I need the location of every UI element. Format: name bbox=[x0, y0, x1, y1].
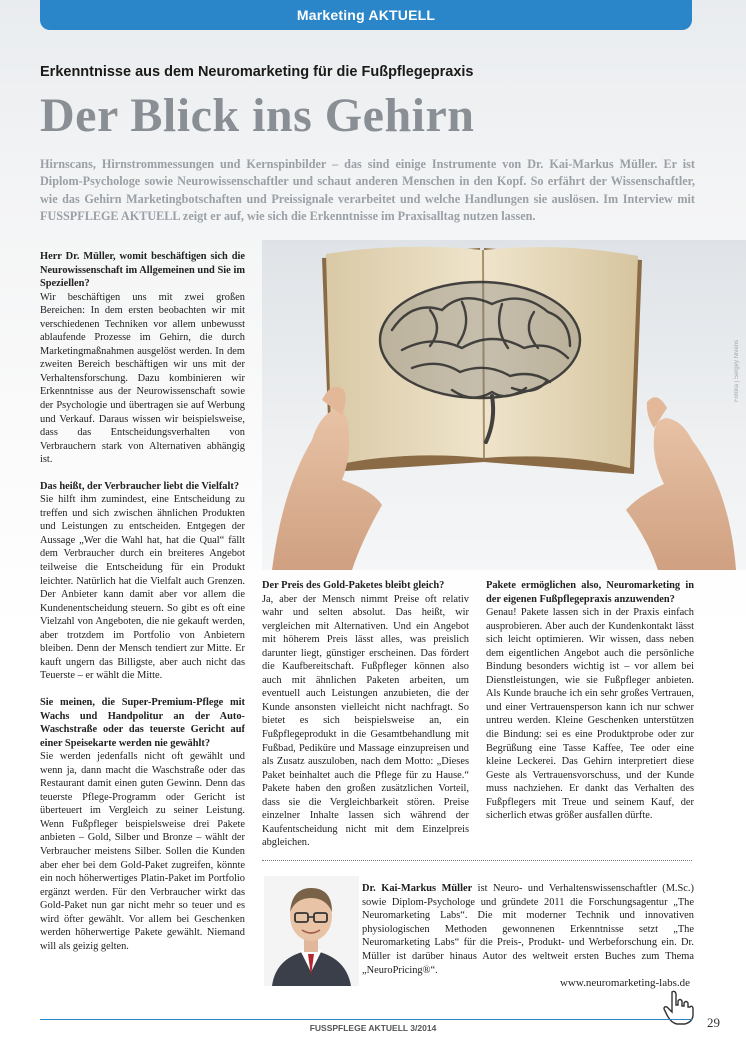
question-4: Der Preis des Gold-Paketes bleibt gleich? bbox=[262, 580, 445, 591]
answer-4: Ja, aber der Mensch nimmt Preise oft relativ wahr und selten absolut. Das heißt, wir vergleichen mit Alternativen. Und ein Angebot mit höherem Preis lässt alles, was preislich darunter liegt, günstiger erscheinen. Das fördert die Kaufbereitschaft. Fußpfleger können also auch mit ähnlichen Paketen arbeiten, um eventuell auch Leistungen anzubieten, die der Kunde ansonsten vielleicht nicht nachfragt. So bietet es sich beispielsweise an, ein Fußpflegeprodukt in die Gesamtbehandlung mit Fußbad, Pediküre und Massage einzupreisen und als Zusatz auszuloben, nach dem Motto: „Dieses Paket beinhaltet auch die Pflege für zu Hause.“ Pakete haben den großen zusätzlichen Vorteil, dass sie die Vergleichbarkeit stören. Preise einzelner Inhalte lassen sich während der Kaufentscheidung nicht mit dem Einzelpreis abgleichen. bbox=[262, 593, 469, 849]
page-number: 29 bbox=[707, 1015, 720, 1030]
question-2: Das heißt, der Verbraucher liebt die Vielfalt? bbox=[40, 480, 240, 492]
author-portrait bbox=[264, 876, 359, 986]
column-right bbox=[486, 579, 694, 836]
portrait-illustration bbox=[264, 876, 359, 986]
question-3: Sie meinen, die Super-Premium-Pflege mit Wachs und Handpolitur an der Auto-Waschstraße oder das teuerste Gericht auf einer Speisekarte werden nie gewählt? bbox=[40, 696, 245, 749]
column-middle bbox=[262, 579, 469, 863]
answer-2: Sie hilft ihm zumindest, eine Entscheidung zu treffen und sich zwischen ähnlichen Produkten und Leistungen zu entscheiden. Entgegen der Aussage „Wer die Wahl hat, hat die Qual“ fällt dem Verbraucher durch ein breiteres Angebot teilweise die Entscheidung für ein Produkt leichter. Natürlich hat die Vielfalt auch Grenzen. Der Anbieter kann damit aber vor allem die Kundenentscheidung steuern. So gibt es oft eine Vielzahl von Angeboten, die nie gekauft werden, aber trotzdem im Portfolio von Anbietern bleiben. Denn der Mensch tendiert zur Mitte. Er kauft ungern das Billigste, aber auch nicht das Teuerste – er wählt die Mitte. bbox=[40, 494, 245, 682]
question-1: Herr Dr. Müller, womit beschäftigen sich die Neurowissenschaft im Allgemeinen und Sie im Speziellen? bbox=[40, 251, 245, 290]
article-lead: Hirnscans, Hirnstrommessungen und Kernspinbilder – das sind einige Instrumente von Dr. Kai-Markus Müller. Er ist Diplom-Psychologe sowie Neurowissenschaftler und schaut anderen Menschen in den Kopf. So erfährt der Wissenschaftler, wie das Gehirn Marketingbotschaften und Preissignale verarbeitet und welche Handlungen sie auslösen. Im Interview mit FUSSPFLEGE AKTUELL zeigt er auf, wie sich die Erkenntnisse im Praxisalltag nutzen lassen. bbox=[40, 157, 695, 224]
answer-1: Wir beschäftigen uns mit zwei großen Bereichen: In dem ersten beobachten wir mit verschiedenen Techniken vor allem unbewusst ablaufende Prozesse im Gehirn, die durch Marketingmaßnahmen ausgelöst werden. In dem zweiten Bereich beschäftigen wir uns mit der Verhaltensforschung. Dazu kombinieren wir Erkenntnisse aus der Neurowissenschaft sowie der Psychologie und übertragen sie auf Werbung und Verkauf. Daraus wissen wir beispielsweise, dass das Entscheidungsverhalten von Verbrauchern stark von Alternativen abhängig ist. bbox=[40, 291, 245, 466]
question-5: Pakete ermöglichen also, Neuromarketing in der eigenen Fußpflegepraxis anzuwenden? bbox=[486, 580, 694, 605]
author-bio-text: ist Neuro- und Verhaltenswissenschaftler (M.Sc.) sowie Diplom-Psychologe und gründete 2011 die Forschungsagentur „The Neuromarketing Labs“. Die mit moderner Technik und innovativen physiologischen Methoden gewonnenen Erkenntnisse setzt „The Neuromarketing Labs“ für die Preis-, Produkt- und Werbeforschung ein. Dr. Müller ist darüber hinaus Autor des weltweit ersten Buches zum Thema „NeuroPricing®“. bbox=[362, 883, 694, 976]
hero-image-book-brain bbox=[262, 240, 746, 570]
footer-magazine: FUSSPFLEGE AKTUELL 3/2014 bbox=[309, 1023, 437, 1033]
bio-divider bbox=[262, 860, 692, 861]
answer-5: Genau! Pakete lassen sich in der Praxis einfach ausprobieren. Aber auch der Kundenkontakt lässt sich leicht optimieren. Wir wissen, dass neben dem eigentlichen Angebot auch die persönliche Bindung besonders wichtig ist – vor allem bei Dienstleistungen, wie sie Fußpfleger anbieten. Als Kunde brauche ich ein sehr großes Vertrauen, und einer Vertrauensperson kann ich nur schwer untreu werden. Kleine Geschenken unterstützen die Bindung: sei es eine Produktprobe oder zur Begrüßung eine Tasse Kaffee, Tee oder eine kleine Leckerei. Das Gehirn interpretiert diese Geste als Vertrauensvorschuss, und der Kunde muss nachziehen. Er dankt das Verhalten des Fußpflegers mit Treue und seinem Kauf, der sicherlich etwas größer ausfallen dürfte. bbox=[486, 607, 694, 822]
author-bio bbox=[362, 882, 694, 977]
website-link[interactable]: www.neuromarketing-labs.de bbox=[559, 977, 690, 989]
image-credit: Fotolia | Sergey Nivens bbox=[734, 340, 740, 402]
pointer-hand-icon bbox=[660, 988, 698, 1026]
footer-rule bbox=[40, 1019, 692, 1020]
book-brain-illustration bbox=[262, 240, 746, 570]
section-header: Marketing AKTUELL bbox=[40, 0, 692, 30]
answer-3: Sie werden jedenfalls nicht oft gewählt und wenn ja, dann macht die Waschstraße oder das Restaurant damit einen guten Gewinn. Denn das teuerste Pflege-Programm oder Gericht ist überteuert im Vergleich zu seiner Leistung. Wenn Fußpfleger beispielsweise drei Pakete anbieten – Gold, Silber und Bronze – wählt der Verbraucher meistens Silber. Sollen die Kunden aber eher bei dem Gold-Paket zugreifen, könnte ein noch höherwertiges Platin-Paket im Portfolio ergänzt werden. Für den Verbraucher wirkt das Gold-Paket nun gar nicht mehr so teuer und es wird öfter gewählt. Vor allem bei Geschenken werden höherwertige Pakete gewählt. Niemand will als geizig gelten. bbox=[40, 751, 245, 952]
author-name: Dr. Kai-Markus Müller bbox=[362, 883, 473, 894]
article-headline: Der Blick ins Gehirn bbox=[40, 89, 475, 142]
article-kicker: Erkenntnisse aus dem Neuromarketing für die Fußpflegepraxis bbox=[40, 64, 474, 80]
column-left bbox=[40, 250, 245, 966]
